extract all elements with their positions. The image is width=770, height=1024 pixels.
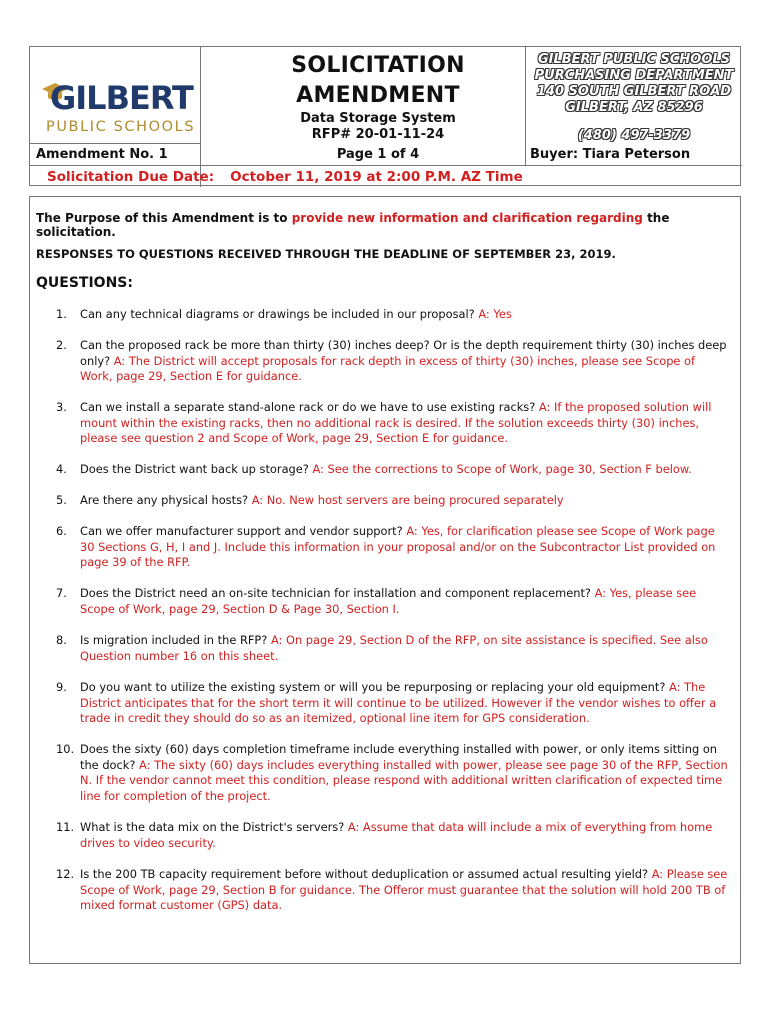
header-table bbox=[29, 46, 741, 186]
org-city: GILBERT, AZ 85296 bbox=[565, 100, 703, 115]
answer: A: Assume that data will include a mix of everything from home drives to video security. bbox=[80, 820, 713, 850]
question-text bbox=[80, 400, 728, 447]
rfp-number: RFP# 20-01-11-24 bbox=[311, 127, 445, 142]
question: Can any technical diagrams or drawings be included in our proposal? bbox=[80, 307, 475, 321]
answer: A: Yes bbox=[478, 307, 512, 321]
page-indicator: Page 1 of 4 bbox=[336, 147, 420, 162]
org-department: PURCHASING DEPARTMENT bbox=[534, 68, 734, 83]
due-date-label: Solicitation Due Date: bbox=[47, 169, 215, 185]
purpose-prefix: The Purpose of this Amendment is to bbox=[36, 211, 292, 225]
question-number: 9. bbox=[56, 680, 67, 694]
question-text bbox=[80, 633, 728, 664]
answer: A: The District will accept proposals for rack depth in excess of thirty (30) inches, please see Scope of Work, page 29, Section E for guidance. bbox=[80, 353, 696, 384]
logo-subtitle: PUBLIC SCHOOLS bbox=[46, 119, 196, 135]
question: Does the District want back up storage? bbox=[80, 462, 309, 476]
answer: A: See the corrections to Scope of Work, page 30, Section F below. bbox=[312, 462, 692, 476]
question: Can we offer manufacturer support and vendor support? bbox=[80, 524, 403, 538]
list-item bbox=[56, 633, 728, 664]
question-text bbox=[80, 680, 728, 727]
question-text bbox=[80, 820, 728, 851]
list-item bbox=[56, 338, 728, 385]
list-item bbox=[56, 524, 728, 571]
gilbert-logo bbox=[36, 77, 196, 137]
header-divider bbox=[30, 165, 742, 166]
question-number: 2. bbox=[56, 338, 67, 352]
question-number: 10. bbox=[56, 742, 75, 756]
due-date-value: October 11, 2019 at 2:00 P.M. AZ Time bbox=[230, 169, 523, 185]
question-number: 8. bbox=[56, 633, 67, 647]
header-divider bbox=[30, 143, 200, 144]
question-number: 7. bbox=[56, 586, 67, 600]
question-text bbox=[80, 586, 728, 617]
header-divider bbox=[200, 47, 201, 187]
question: What is the data mix on the District's servers? bbox=[80, 820, 345, 834]
question-text bbox=[80, 524, 728, 571]
answer: A: No. New host servers are being procured separately bbox=[251, 493, 564, 507]
question-text bbox=[80, 338, 728, 385]
doc-title-line2: AMENDMENT bbox=[296, 83, 460, 108]
answer: A: Yes, for clarification please see Scope of Work page 30 Sections G, H, I and J. Include this information in your proposal and/or on the Subcontractor List provided on page 39 of the RFP. bbox=[80, 524, 716, 570]
question: Can the proposed rack be more than thirty (30) inches deep? Or is the depth requirement thirty (30) inches deep only? bbox=[80, 338, 727, 368]
buyer-name: Buyer: Tiara Peterson bbox=[530, 147, 691, 162]
question-number: 3. bbox=[56, 400, 67, 414]
list-item bbox=[56, 586, 728, 617]
list-item bbox=[56, 493, 728, 509]
answer: A: If the proposed solution will mount within the existing racks, then no additional rack is desired. If the solution exceeds thirty (30) inches, please see question 2 and Scope of Work, page 29, Section E for guidance. bbox=[80, 400, 712, 446]
answer: A: The sixty (60) days includes everything installed with power, please see page 30 of the RFP, Section N. If the vendor cannot meet this condition, please respond with additional written clarification of expected time line for completion of the project. bbox=[80, 757, 728, 803]
question: Are there any physical hosts? bbox=[80, 493, 249, 507]
question-number: 1. bbox=[56, 307, 67, 321]
list-item bbox=[56, 462, 728, 478]
list-item bbox=[56, 867, 728, 914]
doc-subject: Data Storage System bbox=[300, 111, 456, 126]
question: Is the 200 TB capacity requirement before without deduplication or assumed actual resulting yield? bbox=[80, 867, 649, 881]
question-number: 12. bbox=[56, 867, 75, 881]
org-address: 140 SOUTH GILBERT ROAD bbox=[536, 84, 732, 99]
answer: A: Yes, please see Scope of Work, page 29, Section D & Page 30, Section I. bbox=[80, 586, 697, 616]
list-item bbox=[56, 307, 728, 323]
list-item bbox=[56, 400, 728, 447]
question-number: 5. bbox=[56, 493, 67, 507]
question-text bbox=[80, 742, 728, 804]
question-text bbox=[80, 493, 728, 509]
questions-heading: QUESTIONS: bbox=[36, 275, 133, 291]
question-number: 6. bbox=[56, 524, 67, 538]
question: Does the sixty (60) days completion timeframe include everything installed with power, or only items sitting on the dock? bbox=[80, 742, 718, 772]
question-text bbox=[80, 867, 728, 914]
question-text bbox=[80, 307, 728, 323]
purpose-statement bbox=[36, 211, 740, 239]
amendment-body bbox=[29, 196, 741, 964]
question: Can we install a separate stand-alone rack or do we have to use existing racks? bbox=[80, 400, 536, 414]
purpose-suffix: the solicitation. bbox=[36, 211, 670, 239]
logo-wordmark: GILBERT bbox=[50, 79, 193, 117]
list-item bbox=[56, 680, 728, 727]
question: Is migration included in the RFP? bbox=[80, 633, 268, 647]
answer: A: On page 29, Section D of the RFP, on site assistance is specified. See also Question number 16 on this sheet. bbox=[80, 633, 708, 663]
due-date-row bbox=[47, 169, 523, 185]
doc-title-line1: SOLICITATION bbox=[291, 53, 465, 78]
purpose-highlight: provide new information and clarification regarding bbox=[291, 211, 643, 225]
question-number: 11. bbox=[56, 820, 75, 834]
answer: A: Please see Scope of Work, page 29, Section B for guidance. The Offeror must guarantee that the solution will hold 200 TB of mixed format customer (GPS) data. bbox=[80, 867, 728, 913]
org-phone: (480) 497-3379 bbox=[577, 128, 691, 143]
list-item bbox=[56, 742, 728, 804]
question-number: 4. bbox=[56, 462, 67, 476]
question: Do you want to utilize the existing system or will you be repurposing or replacing your old equipment? bbox=[80, 680, 666, 694]
list-item bbox=[56, 820, 728, 851]
amendment-number: Amendment No. 1 bbox=[36, 147, 168, 162]
question: Does the District need an on-site technician for installation and component replacement? bbox=[80, 586, 591, 600]
responses-heading: RESPONSES TO QUESTIONS RECEIVED THROUGH THE DEADLINE OF SEPTEMBER 23, 2019. bbox=[36, 247, 616, 261]
question-text bbox=[80, 462, 728, 478]
org-name: GILBERT PUBLIC SCHOOLS bbox=[537, 52, 731, 67]
answer: A: The District anticipates that for the short term it will continue to be utilized. However if the vendor wishes to offer a trade in credit they should do so as an itemized, optional line item for GPS consideration. bbox=[80, 680, 717, 726]
